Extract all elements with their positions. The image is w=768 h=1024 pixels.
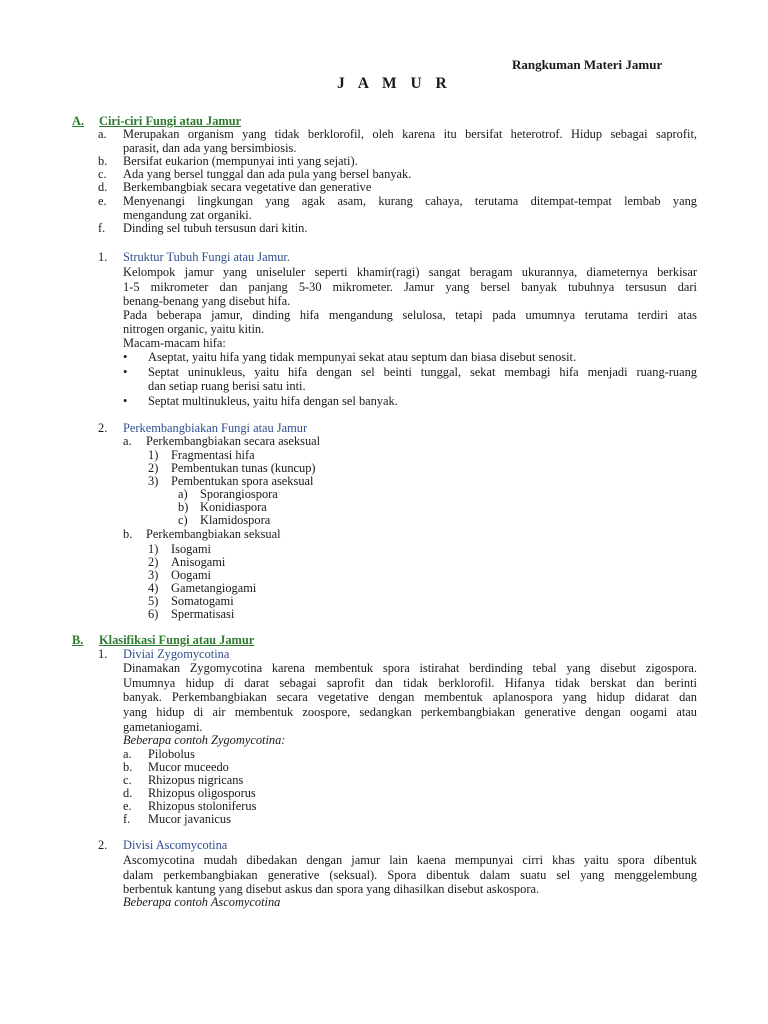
paragraph-line: 1-5 mikrometer dan panjang 5-30 mikrometer. Jamur yang bersel banyak tubuhnya tersusun dari bbox=[123, 280, 697, 294]
list-marker: b. bbox=[123, 760, 133, 774]
list-item-text: Isogami bbox=[171, 542, 211, 556]
example-item: Rhizopus oligosporus bbox=[148, 786, 256, 800]
subsection-heading-zygomycotina: Diviai Zygomycotina bbox=[123, 647, 230, 661]
list-marker: d. bbox=[123, 786, 133, 800]
list-marker: a. bbox=[123, 434, 132, 448]
paragraph-line: Pada beberapa jamur, dinding hifa mengandung selulosa, tetapi pada umumnya terutama terdiri atas bbox=[123, 308, 697, 322]
subsection-heading-perkembangbiakan: Perkembangbiakan Fungi atau Jamur bbox=[123, 421, 308, 435]
list-marker: 3) bbox=[148, 474, 159, 488]
paragraph-line: banyak. Perkembangbiakan secara vegetative dengan membentuk aplanospora yang hidup didarat dan bbox=[123, 690, 697, 704]
list-item-text: Fragmentasi hifa bbox=[171, 448, 255, 462]
section-b-label: B. bbox=[72, 633, 84, 647]
paragraph-line: Ascomycotina mudah dibedakan dengan jamur lain kaena mempunyai cirri khas yaitu spora dibentuk bbox=[123, 853, 697, 867]
paragraph-line: Umumnya hidup di darat sebagai saprofit dan tidak berklorofil. Hifanya tidak berskat dan berinti bbox=[123, 676, 697, 690]
list-marker: d. bbox=[98, 180, 108, 194]
example-item: Pilobolus bbox=[148, 747, 195, 761]
subsection-number: 2. bbox=[98, 421, 108, 435]
bullet-icon: • bbox=[123, 394, 128, 408]
list-item-text: Menyenangi lingkungan yang agak asam, kurang cahaya, terutama ditempat-tempat lembab yang bbox=[123, 194, 697, 208]
examples-label: Beberapa contoh Zygomycotina: bbox=[123, 733, 286, 747]
list-item-text: Pembentukan tunas (kuncup) bbox=[171, 461, 316, 475]
paragraph-line: nitrogen organic, yaitu kitin. bbox=[123, 322, 265, 336]
list-marker: 6) bbox=[148, 607, 159, 621]
list-item-text: Pembentukan spora aseksual bbox=[171, 474, 314, 488]
section-a-label: A. bbox=[72, 114, 85, 128]
subsection-number: 1. bbox=[98, 250, 108, 264]
paragraph-line: dalam perkembangbiakan generative (seksual). Spora dibentuk dalam suatu sel yang menggelembung bbox=[123, 868, 697, 882]
list-marker: e. bbox=[123, 799, 132, 813]
page-title: J A M U R bbox=[337, 75, 452, 92]
paragraph-line: Dinamakan Zygomycotina karena membentuk spora istirahat berdinding tebal yang disebut zigospora. bbox=[123, 661, 697, 675]
list-marker: 2) bbox=[148, 555, 159, 569]
list-marker: f. bbox=[123, 812, 131, 826]
list-marker: a. bbox=[98, 127, 107, 141]
list-marker: a. bbox=[123, 747, 132, 761]
list-item-text: Sporangiospora bbox=[200, 487, 278, 501]
list-marker: 4) bbox=[148, 581, 159, 595]
paragraph-line: benang-benang yang disebut hifa. bbox=[123, 294, 291, 308]
example-item: Mucor javanicus bbox=[148, 812, 231, 826]
list-item-text: Anisogami bbox=[171, 555, 226, 569]
aseksual-label: Perkembangbiakan secara aseksual bbox=[146, 434, 321, 448]
paragraph-line: Kelompok jamur yang uniseluler seperti khamir(ragi) sangat beragam ukurannya, diameternya berkisar bbox=[123, 265, 697, 279]
list-item-text: mengandung zat organiki. bbox=[123, 208, 252, 222]
document-subtitle: Rangkuman Materi Jamur bbox=[512, 57, 663, 72]
paragraph-line: berbentuk kantung yang disebut askus dan spora yang dihasilkan disebut askospora. bbox=[123, 882, 540, 896]
list-marker: 5) bbox=[148, 594, 159, 608]
list-item-text: Spermatisasi bbox=[171, 607, 235, 621]
list-item-text: Somatogami bbox=[171, 594, 234, 608]
list-item-text: parasit, dan ada yang bersimbiosis. bbox=[123, 141, 297, 155]
bullet-text: Septat uninukleus, yaitu hifa dengan sel beinti tunggal, sekat membagi hifa menjadi ruang-ruang bbox=[148, 365, 697, 379]
list-marker: 2) bbox=[148, 461, 159, 475]
list-item-text: Konidiaspora bbox=[200, 500, 267, 514]
section-b-heading: Klasifikasi Fungi atau Jamur bbox=[99, 633, 255, 647]
bullet-text: dan setiap ruang berisi satu inti. bbox=[148, 379, 306, 393]
list-marker: b. bbox=[98, 154, 108, 168]
list-item-text: Bersifat eukarion (mempunyai inti yang sejati). bbox=[123, 154, 358, 168]
paragraph-line: yang hidup di air membentuk zoospore, sedangkan perkembangbiakan generative dengan oogami atau bbox=[123, 705, 697, 719]
subsection-heading-ascomycotina: Divisi Ascomycotina bbox=[123, 838, 228, 852]
bullet-icon: • bbox=[123, 350, 128, 364]
example-item: Rhizopus nigricans bbox=[148, 773, 244, 787]
list-marker: b. bbox=[123, 527, 133, 541]
list-marker: e. bbox=[98, 194, 107, 208]
paragraph-line: Macam-macam hifa: bbox=[123, 336, 226, 350]
seksual-label: Perkembangbiakan seksual bbox=[146, 527, 281, 541]
paragraph-line: gametaniogami. bbox=[123, 720, 203, 734]
list-marker: 3) bbox=[148, 568, 159, 582]
example-item: Rhizopus stoloniferus bbox=[148, 799, 257, 813]
list-item-text: Gametangiogami bbox=[171, 581, 257, 595]
list-item-text: Klamidospora bbox=[200, 513, 271, 527]
bullet-text: Aseptat, yaitu hifa yang tidak mempunyai sekat atau septum dan biasa disebut senosit. bbox=[148, 350, 577, 364]
example-item: Mucor muceedo bbox=[148, 760, 229, 774]
list-marker: b) bbox=[178, 500, 189, 514]
list-marker: a) bbox=[178, 487, 188, 501]
list-item-text: Ada yang bersel tunggal dan ada pula yang bersel banyak. bbox=[123, 167, 412, 181]
list-item-text: Dinding sel tubuh tersusun dari kitin. bbox=[123, 221, 308, 235]
bullet-icon: • bbox=[123, 365, 128, 379]
subsection-number: 1. bbox=[98, 647, 108, 661]
list-marker: c. bbox=[123, 773, 132, 787]
list-item-text: Berkembangbiak secara vegetative dan generative bbox=[123, 180, 372, 194]
list-marker: f. bbox=[98, 221, 106, 235]
list-marker: c) bbox=[178, 513, 188, 527]
list-item-text: Oogami bbox=[171, 568, 211, 582]
list-item-text: Merupakan organism yang tidak berklorofil, oleh karena itu bersifat heterotrof. Hidup sebagai saprofit, bbox=[123, 127, 697, 141]
list-marker: c. bbox=[98, 167, 107, 181]
list-marker: 1) bbox=[148, 542, 159, 556]
list-marker: 1) bbox=[148, 448, 159, 462]
examples-label: Beberapa contoh Ascomycotina bbox=[123, 895, 281, 909]
bullet-text: Septat multinukleus, yaitu hifa dengan sel banyak. bbox=[148, 394, 398, 408]
subsection-number: 2. bbox=[98, 838, 108, 852]
section-a-heading: Ciri-ciri Fungi atau Jamur bbox=[99, 114, 242, 128]
subsection-heading-struktur: Struktur Tubuh Fungi atau Jamur. bbox=[123, 250, 290, 264]
